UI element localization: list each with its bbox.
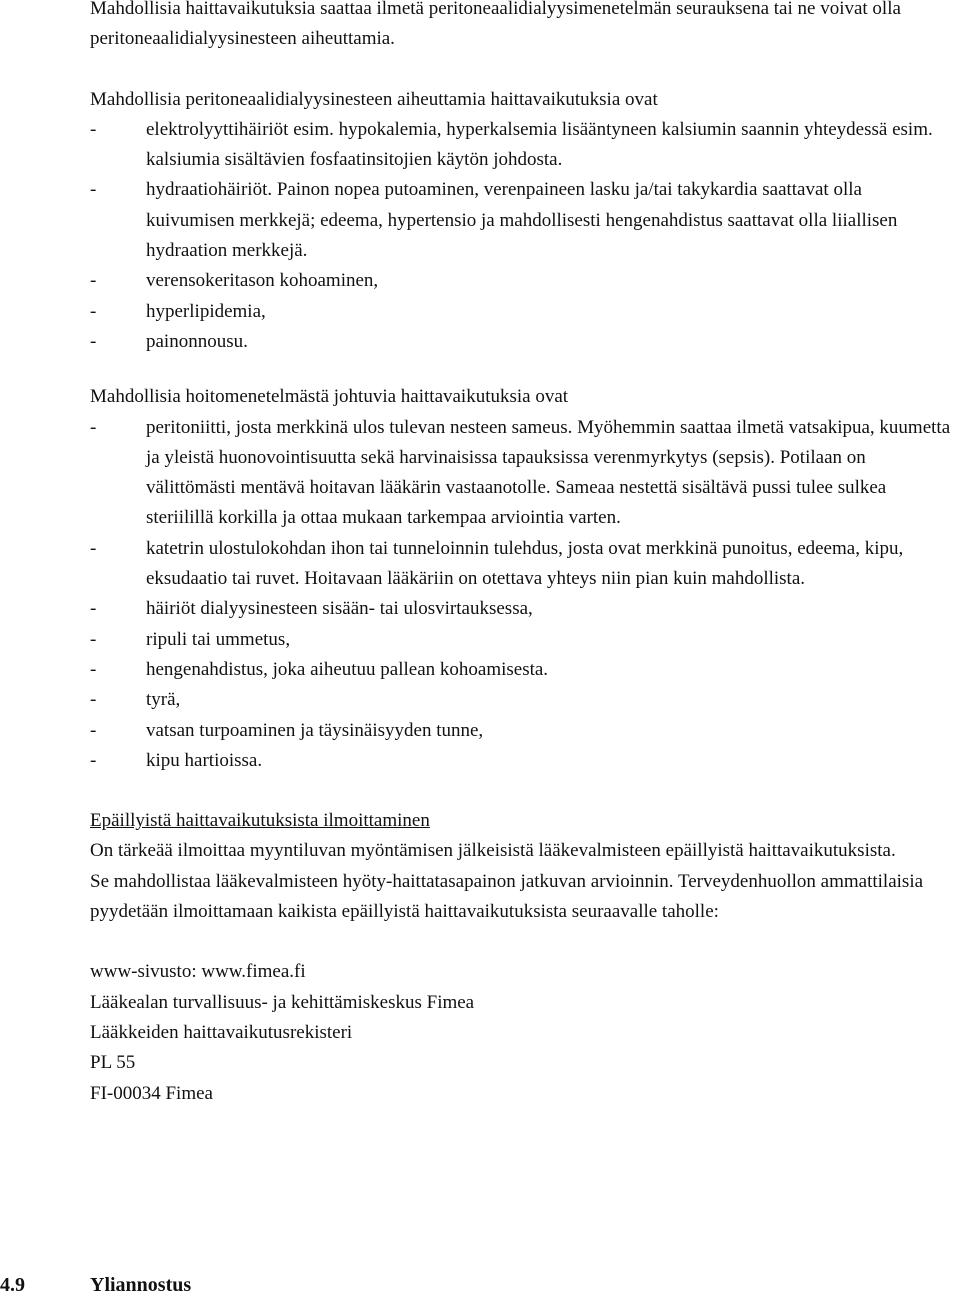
address-line: Lääkealan turvallisuus- ja kehittämiskeskus Fimea <box>90 991 475 1013</box>
list-item: - painonnousu. <box>90 327 952 357</box>
bullet: - <box>90 416 97 438</box>
bullet: - <box>90 598 97 620</box>
list-item: - ripuli tai ummetus, <box>90 625 952 655</box>
section1-list <box>90 115 952 357</box>
section-title: Yliannostus <box>90 1274 192 1296</box>
reporting-title: Epäillyistä haittavaikutuksista ilmoittaminen <box>90 810 430 832</box>
bullet: - <box>90 330 97 352</box>
reporting-paragraph-1: On tärkeää ilmoittaa myyntiluvan myöntämisen jälkeisistä lääkevalmisteen epäillyistä haittavaikutuksista. <box>90 840 896 862</box>
bullet: - <box>90 689 97 711</box>
bullet: - <box>90 719 97 741</box>
bullet: - <box>90 628 97 650</box>
list-item: - verensokeritason kohoaminen, <box>90 266 952 296</box>
section-number: 4.9 <box>0 1274 25 1296</box>
list-item: - hydraatiohäiriöt. Painon nopea putoaminen, verenpaineen lasku ja/tai takykardia saattavat olla kuivumisen merkkejä; edeema, hypertensio ja mahdollisesti hengenahdistus saattavat olla liiallisen hydraation merkkejä. <box>90 175 952 266</box>
list-item: - kipu hartioissa. <box>90 746 952 776</box>
bullet: - <box>90 537 97 559</box>
bullet: - <box>90 658 97 680</box>
intro-paragraph: Mahdollisia haittavaikutuksia saattaa ilmetä peritoneaalidialyysimenetelmän seurauksena tai ne voivat olla peritoneaalidialyysinesteen aiheuttamia. <box>90 0 901 50</box>
list-item: - peritoniitti, josta merkkinä ulos tulevan nesteen sameus. Myöhemmin saattaa ilmetä vatsakipua, kuumetta ja yleistä huonovointisuutta sekä harvinaisissa tapauksissa verenmyrkytys (sepsis). Potilaan on välittömästi mentävä hoitavan lääkärin vastaanotolle. Sameaa nestettä sisältävä pussi tulee sulkea steriilillä korkilla ja ottaa mukaan tarkempaa arviointia varten. <box>90 413 952 534</box>
contact-address <box>90 957 952 1108</box>
bullet: - <box>90 300 97 322</box>
bullet: - <box>90 179 97 201</box>
address-line: PL 55 <box>90 1052 136 1074</box>
bullet: - <box>90 749 97 771</box>
reporting-paragraph-2: Se mahdollistaa lääkevalmisteen hyöty-haittatasapainon jatkuvan arvioinnin. Terveydenhuollon ammattilaisia pyydetään ilmoittamaan kaikista epäillyistä haittavaikutuksista seuraavalle taholle: <box>90 870 924 923</box>
list-item: - elektrolyyttihäiriöt esim. hypokalemia, hyperkalsemia lisääntyneen kalsiumin saannin yhteydessä esim. kalsiumia sisältävien fosfaatinsitojien käytön johdosta. <box>90 115 952 176</box>
section2-lead: Mahdollisia hoitomenetelmästä johtuvia haittavaikutuksia ovat <box>90 386 569 408</box>
website-line: www-sivusto: www.fimea.fi <box>90 961 306 983</box>
list-item: - häiriöt dialyysinesteen sisään- tai ulosvirtauksessa, <box>90 594 952 624</box>
address-line: Lääkkeiden haittavaikutusrekisteri <box>90 1021 353 1043</box>
section2-list <box>90 413 952 777</box>
document-page <box>90 0 952 1109</box>
list-item: - vatsan turpoaminen ja täysinäisyyden tunne, <box>90 716 952 746</box>
list-item: - hengenahdistus, joka aiheutuu pallean kohoamisesta. <box>90 655 952 685</box>
section-heading-overdose <box>0 1270 191 1300</box>
list-item: - hyperlipidemia, <box>90 297 952 327</box>
list-item: - tyrä, <box>90 685 952 715</box>
bullet: - <box>90 118 97 140</box>
list-item: - katetrin ulostulokohdan ihon tai tunneloinnin tulehdus, josta ovat merkkinä punoitus, edeema, kipu, eksudaatio tai ruvet. Hoitavaan lääkäriin on otettava yhteys niin pian kuin mahdollista. <box>90 534 952 595</box>
bullet: - <box>90 270 97 292</box>
section1-lead: Mahdollisia peritoneaalidialyysinesteen aiheuttamia haittavaikutuksia ovat <box>90 88 658 110</box>
address-line: FI-00034 Fimea <box>90 1082 213 1104</box>
